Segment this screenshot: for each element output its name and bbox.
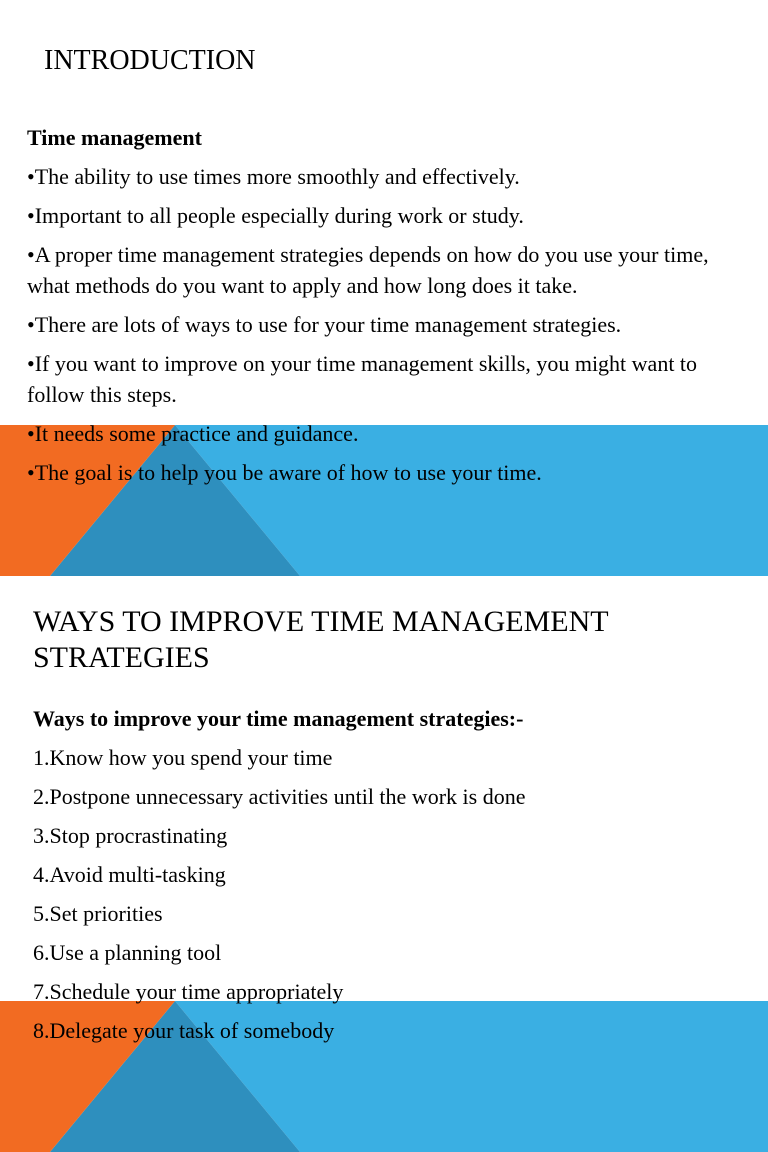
bullet-item: •If you want to improve on your time management skills, you might want to follow this steps. <box>27 351 698 407</box>
subheading: Ways to improve your time management strategies:- <box>33 706 524 731</box>
slide-body <box>33 703 743 1054</box>
bullet-item: •The goal is to help you be aware of how to use your time. <box>27 460 542 485</box>
list-item: 3.Stop procrastinating <box>33 823 228 848</box>
list-item: 5.Set priorities <box>33 901 163 926</box>
list-item: 8.Delegate your task of somebody <box>33 1018 335 1043</box>
bullet-item: •Important to all people especially during work or study. <box>27 203 524 228</box>
list-item: 1.Know how you spend your time <box>33 745 333 770</box>
subheading: Time management <box>27 125 202 150</box>
slide-body <box>27 122 737 496</box>
slide-title: INTRODUCTION <box>44 45 256 76</box>
bullet-item: •The ability to use times more smoothly and effectively. <box>27 164 520 189</box>
slide-ways-to-improve <box>0 576 768 1043</box>
bullet-item: •There are lots of ways to use for your time management strategies. <box>27 312 622 337</box>
list-item: 7.Schedule your time appropriately <box>33 979 344 1004</box>
bullet-item: •A proper time management strategies depends on how do you use your time, what methods do you want to apply and how long does it take. <box>27 242 709 298</box>
list-item: 6.Use a planning tool <box>33 940 222 965</box>
list-item: 2.Postpone unnecessary activities until the work is done <box>33 784 526 809</box>
list-item: 4.Avoid multi-tasking <box>33 862 226 887</box>
bullet-item: •It needs some practice and guidance. <box>27 421 359 446</box>
slide-title: WAYS TO IMPROVE TIME MANAGEMENT STRATEGIES <box>33 605 609 674</box>
